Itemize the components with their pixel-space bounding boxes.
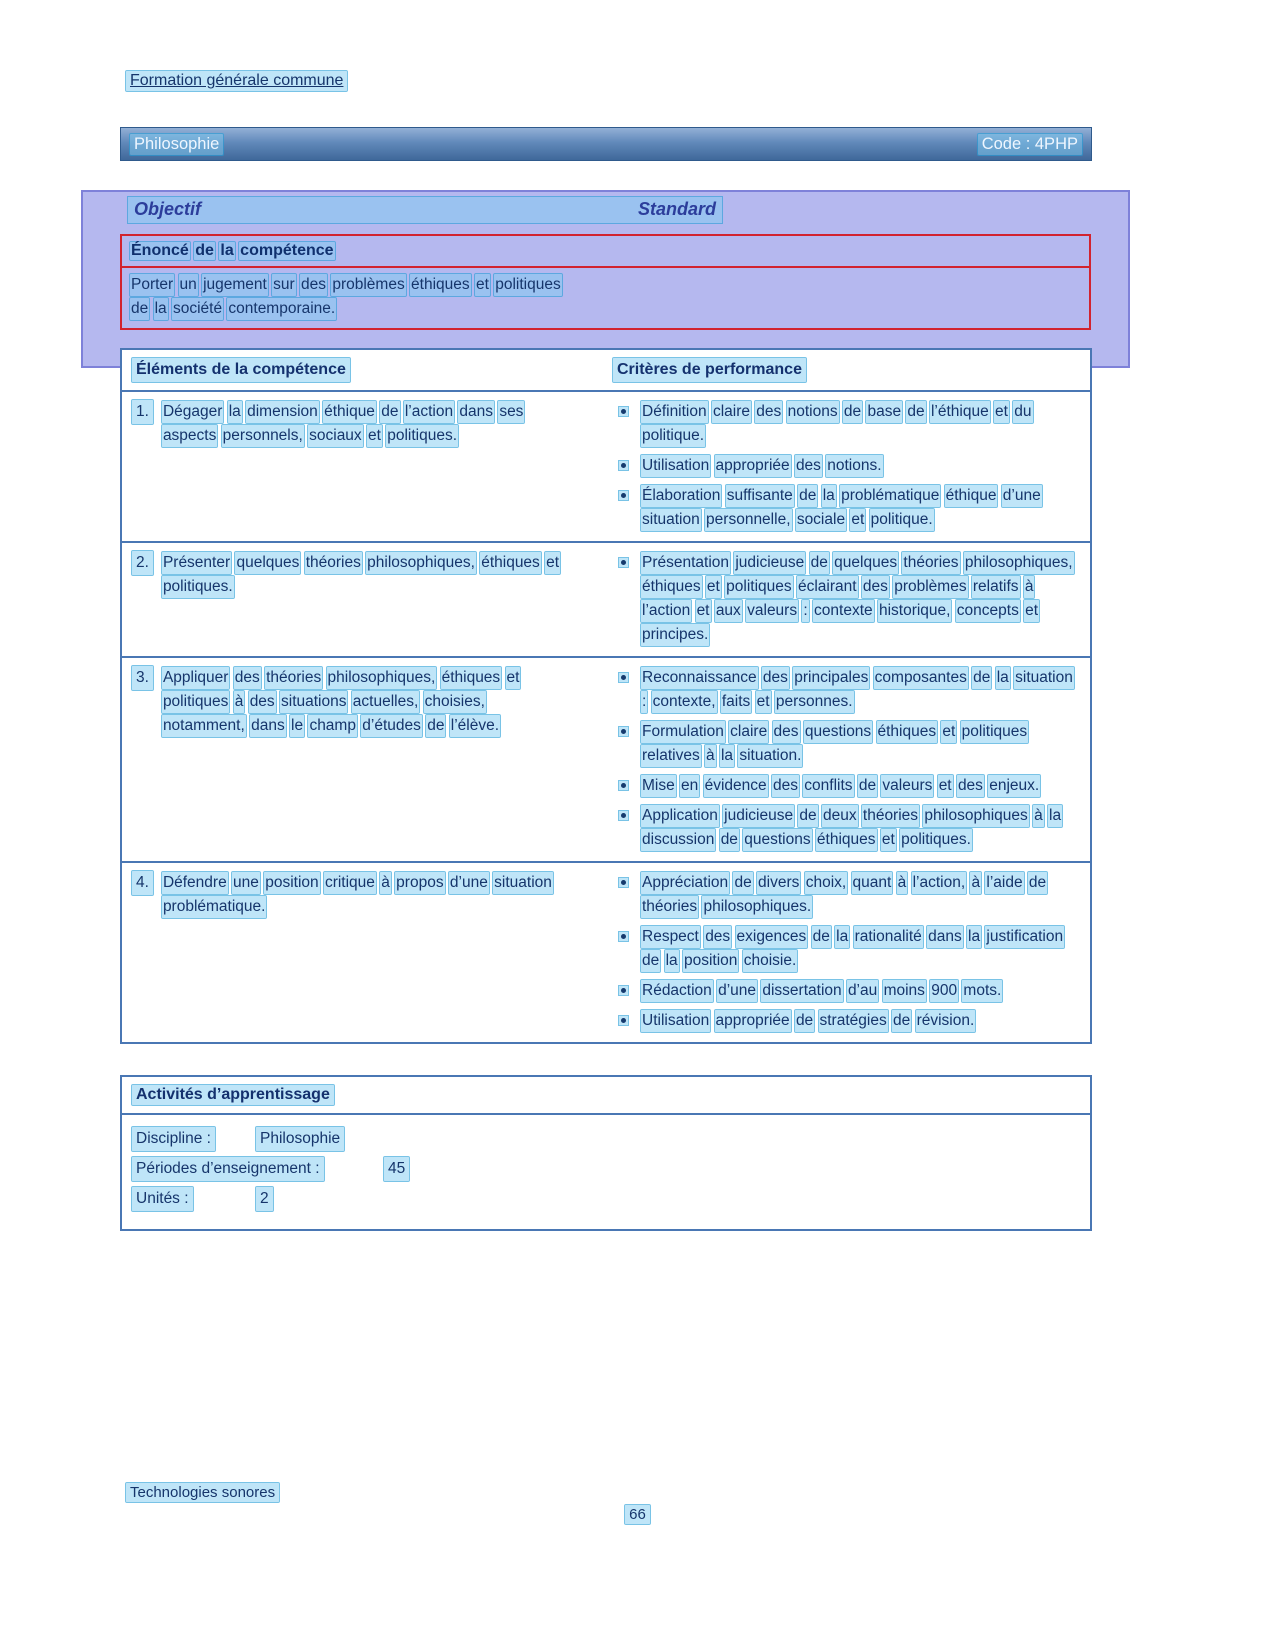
competence-statement-box bbox=[120, 234, 1091, 330]
activity-value: Philosophie bbox=[256, 1127, 344, 1151]
activity-row bbox=[132, 1187, 1080, 1211]
criteria-item: Respect des exigences de la rationalité dans la justification de la position choisie. bbox=[611, 925, 1080, 973]
criteria-item: Application judicieuse de deux théories philosophiques à la discussion de questions éthiques et politiques. bbox=[611, 804, 1080, 852]
course-title: Philosophie bbox=[130, 134, 223, 155]
activity-label: Périodes d’enseignement : bbox=[132, 1157, 384, 1181]
learning-activities-body bbox=[122, 1115, 1090, 1229]
criteria-item: Appréciation de divers choix, quant à l’action, à l’aide de théories philosophiques. bbox=[611, 871, 1080, 919]
course-title-bar bbox=[120, 127, 1092, 161]
criteria-item: Formulation claire des questions éthiques et politiques relatives à la situation. bbox=[611, 720, 1080, 768]
objective-standard-panel bbox=[81, 190, 1130, 368]
page-number: 66 bbox=[0, 1505, 1275, 1524]
table-row bbox=[122, 392, 1090, 543]
bullet-icon bbox=[619, 461, 628, 470]
bullet-icon bbox=[619, 673, 628, 682]
bullet-icon bbox=[619, 727, 628, 736]
criteria-item: Utilisation appropriée des notions. bbox=[611, 454, 1080, 478]
criteria-item: Utilisation appropriée de stratégies de révision. bbox=[611, 1009, 1080, 1033]
activity-value: 2 bbox=[256, 1187, 273, 1211]
learning-activities-box bbox=[120, 1075, 1092, 1231]
criteria-cell bbox=[607, 551, 1090, 647]
section-label bbox=[126, 71, 347, 91]
criteria-cell bbox=[607, 400, 1090, 532]
bullet-icon bbox=[619, 407, 628, 416]
activity-row bbox=[132, 1127, 1080, 1151]
bullet-icon bbox=[619, 932, 628, 941]
criteria-item: Mise en évidence des conflits de valeurs et des enjeux. bbox=[611, 774, 1080, 798]
criteria-cell bbox=[607, 871, 1090, 1033]
criteria-item: Définition claire des notions de base de l’éthique et du politique. bbox=[611, 400, 1080, 448]
learning-activities-title: Activités d’apprentissage bbox=[122, 1077, 1090, 1115]
activity-row bbox=[132, 1157, 1080, 1181]
criteria-list bbox=[611, 400, 1080, 532]
criteria-list bbox=[611, 666, 1080, 852]
bullet-icon bbox=[619, 491, 628, 500]
element-cell bbox=[122, 400, 607, 532]
element-number: 1. bbox=[132, 400, 153, 424]
section-label-text: Formation générale commune bbox=[126, 71, 347, 91]
activity-label: Unités : bbox=[132, 1187, 256, 1211]
standard-heading: Standard bbox=[637, 199, 716, 219]
criteria-column-header: Critères de performance bbox=[607, 350, 1090, 390]
table-row bbox=[122, 543, 1090, 658]
bullet-icon bbox=[619, 811, 628, 820]
element-number: 4. bbox=[132, 871, 153, 895]
element-text: Appliquer des théories philosophiques, éthiques et politiques à des situations actuelles, choisies, notamment, dans le champ d’études de l’élève. bbox=[162, 666, 570, 738]
bullet-icon bbox=[619, 878, 628, 887]
element-text: Présenter quelques théories philosophiques, éthiques et politiques. bbox=[162, 551, 570, 599]
criteria-list bbox=[611, 871, 1080, 1033]
criteria-item: Élaboration suffisante de la problématique éthique d’une situation personnelle, sociale et politique. bbox=[611, 484, 1080, 532]
element-text: Défendre une position critique à propos d’une situation problématique. bbox=[162, 871, 570, 919]
element-cell bbox=[122, 666, 607, 852]
elements-column-header: Éléments de la compétence bbox=[122, 350, 607, 390]
competence-statement-title: Énoncé de la compétence bbox=[122, 236, 1089, 268]
criteria-item: Rédaction d’une dissertation d’au moins 900 mots. bbox=[611, 979, 1080, 1003]
bullet-icon bbox=[619, 986, 628, 995]
bullet-icon bbox=[619, 781, 628, 790]
criteria-item: Présentation judicieuse de quelques théories philosophiques, éthiques et politiques éclairant des problèmes relatifs à l’action et aux valeurs : contexte historique, concepts et principes. bbox=[611, 551, 1080, 647]
criteria-cell bbox=[607, 666, 1090, 852]
bullet-icon bbox=[619, 1016, 628, 1025]
criteria-item: Reconnaissance des principales composantes de la situation : contexte, faits et personnes. bbox=[611, 666, 1080, 714]
competence-table bbox=[120, 348, 1092, 1044]
element-cell bbox=[122, 871, 607, 1033]
course-code: Code : 4PHP bbox=[978, 134, 1082, 155]
criteria-list bbox=[611, 551, 1080, 647]
activity-value: 45 bbox=[384, 1157, 409, 1181]
objective-heading: Objectif bbox=[134, 199, 202, 219]
bullet-icon bbox=[619, 558, 628, 567]
table-header-row bbox=[122, 350, 1090, 392]
element-cell bbox=[122, 551, 607, 647]
table-row bbox=[122, 658, 1090, 863]
table-row bbox=[122, 863, 1090, 1042]
competence-statement-text: Porter un jugement sur des problèmes éthiques et politiques de la société contemporaine. bbox=[122, 268, 588, 328]
element-text: Dégager la dimension éthique de l’action dans ses aspects personnels, sociaux et politiques. bbox=[162, 400, 570, 448]
element-number: 3. bbox=[132, 666, 153, 690]
footer-program-name: Technologies sonores bbox=[126, 1483, 279, 1502]
activity-label: Discipline : bbox=[132, 1127, 256, 1151]
element-number: 2. bbox=[132, 551, 153, 575]
objective-standard-heading bbox=[128, 197, 722, 223]
